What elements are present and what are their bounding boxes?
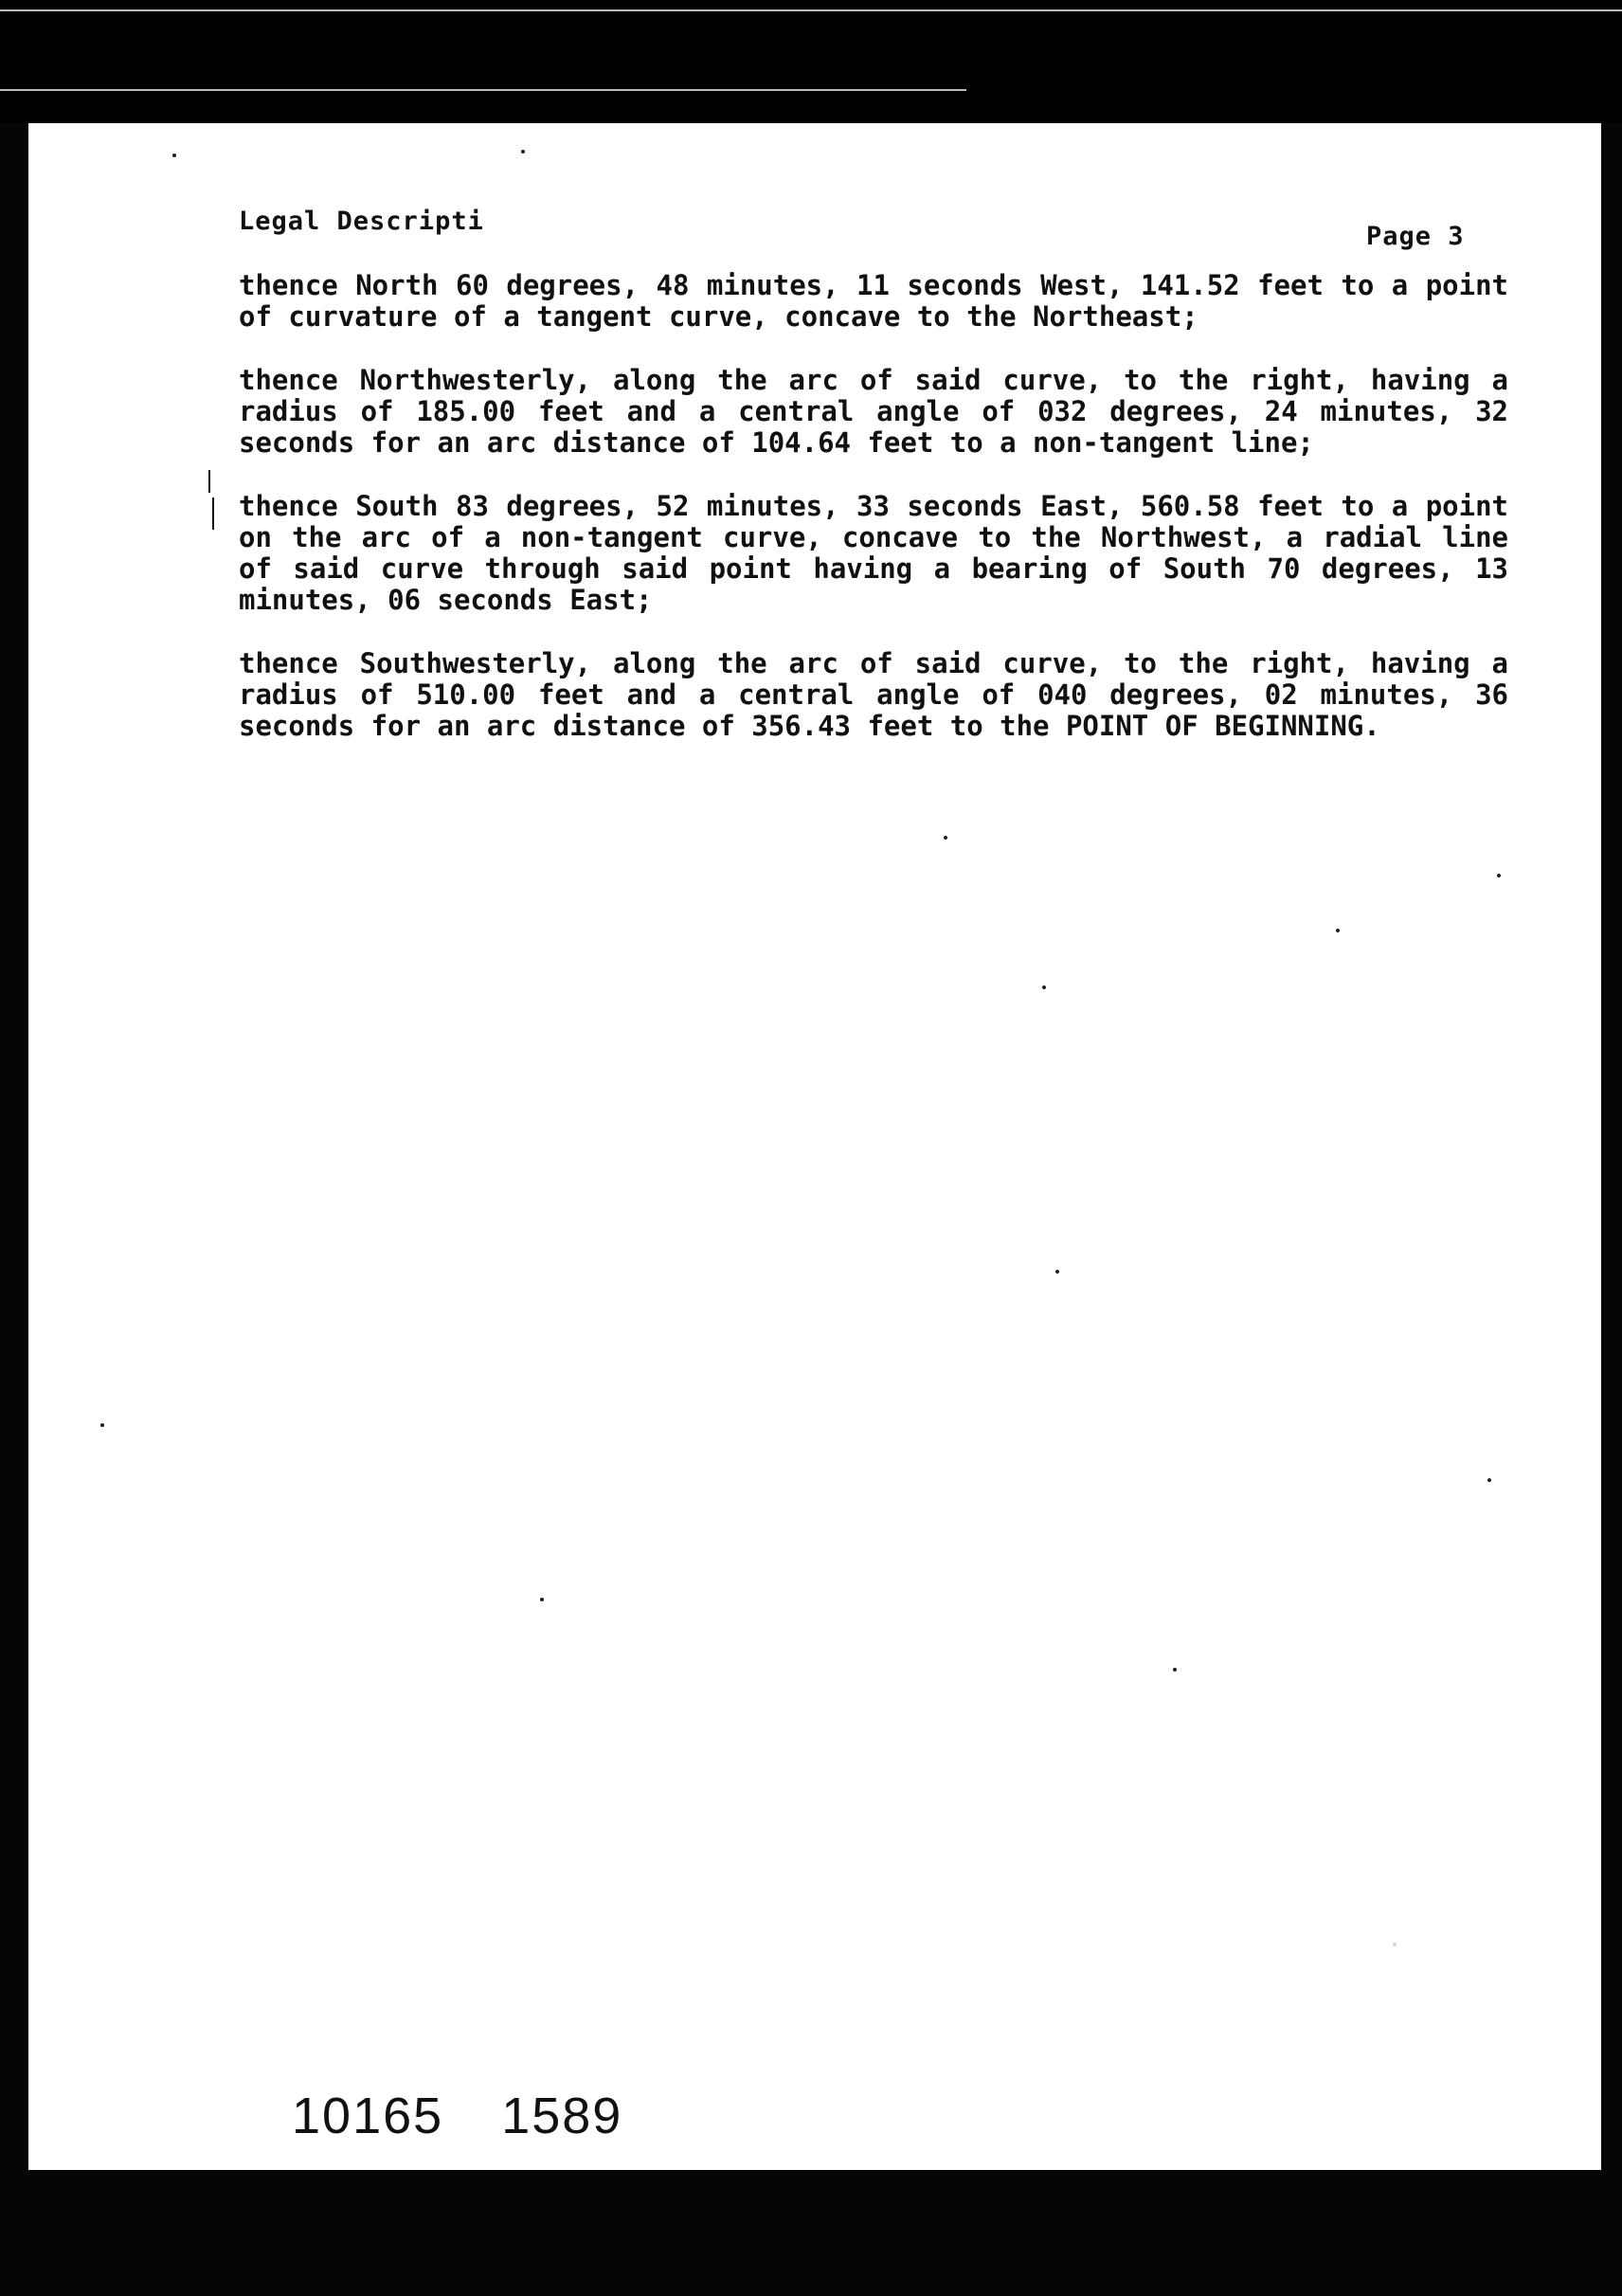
- legal-description-paragraph-4: thence Southwesterly, along the arc of said curve, to the right, having a radius of 510.00 feet and a central angle of 040 degrees, 02 minutes, 36 seconds for an arc distance of 356.43 feet to the POINT OF BEGINNING.: [239, 647, 1508, 742]
- scan-speck-11: [1173, 1668, 1177, 1672]
- page-number: Page 3: [1366, 222, 1465, 251]
- document-header-title: Legal Descripti: [239, 207, 484, 236]
- scan-speck-6: [1042, 985, 1046, 989]
- stamp-left-number: 10165: [292, 2088, 444, 2144]
- scan-speck-4: [1497, 874, 1501, 877]
- scan-speck-5: [1336, 929, 1340, 932]
- document-page: [28, 123, 1601, 2170]
- scan-line-top: [0, 9, 1622, 11]
- scan-speck-12: [1393, 1943, 1397, 1946]
- scan-speck-3: [944, 836, 947, 840]
- stamp-right-number: 1589: [501, 2088, 623, 2144]
- scan-speck-2: [521, 150, 525, 154]
- document-stamp-number: [292, 2087, 622, 2145]
- legal-description-paragraph-3: thence South 83 degrees, 52 minutes, 33 seconds East, 560.58 feet to a point on the arc of a non-tangent curve, concave to the Northwest, a radial line of said curve through said point having a bearing of South 70 degrees, 13 minutes, 06 seconds East;: [239, 490, 1508, 616]
- legal-description-paragraph-1: thence North 60 degrees, 48 minutes, 11 seconds West, 141.52 feet to a point of curvature of a tangent curve, concave to the Northeast;: [239, 269, 1508, 333]
- scan-speck-9: [1487, 1478, 1491, 1482]
- scan-speck-10: [540, 1598, 544, 1601]
- scan-speck-7: [1055, 1270, 1059, 1274]
- scan-top-border: [0, 0, 1622, 123]
- legal-description-body: [239, 270, 1508, 774]
- scan-line-secondary: [0, 89, 966, 91]
- scan-speck-8: [100, 1423, 104, 1427]
- left-margin-mark-1: [208, 470, 210, 493]
- left-margin-mark-2: [212, 497, 214, 530]
- scan-speck-1: [172, 154, 176, 157]
- legal-description-paragraph-2: thence Northwesterly, along the arc of said curve, to the right, having a radius of 185.00 feet and a central angle of 032 degrees, 24 minutes, 32 seconds for an arc distance of 104.64 feet to a non-tangent line;: [239, 364, 1508, 459]
